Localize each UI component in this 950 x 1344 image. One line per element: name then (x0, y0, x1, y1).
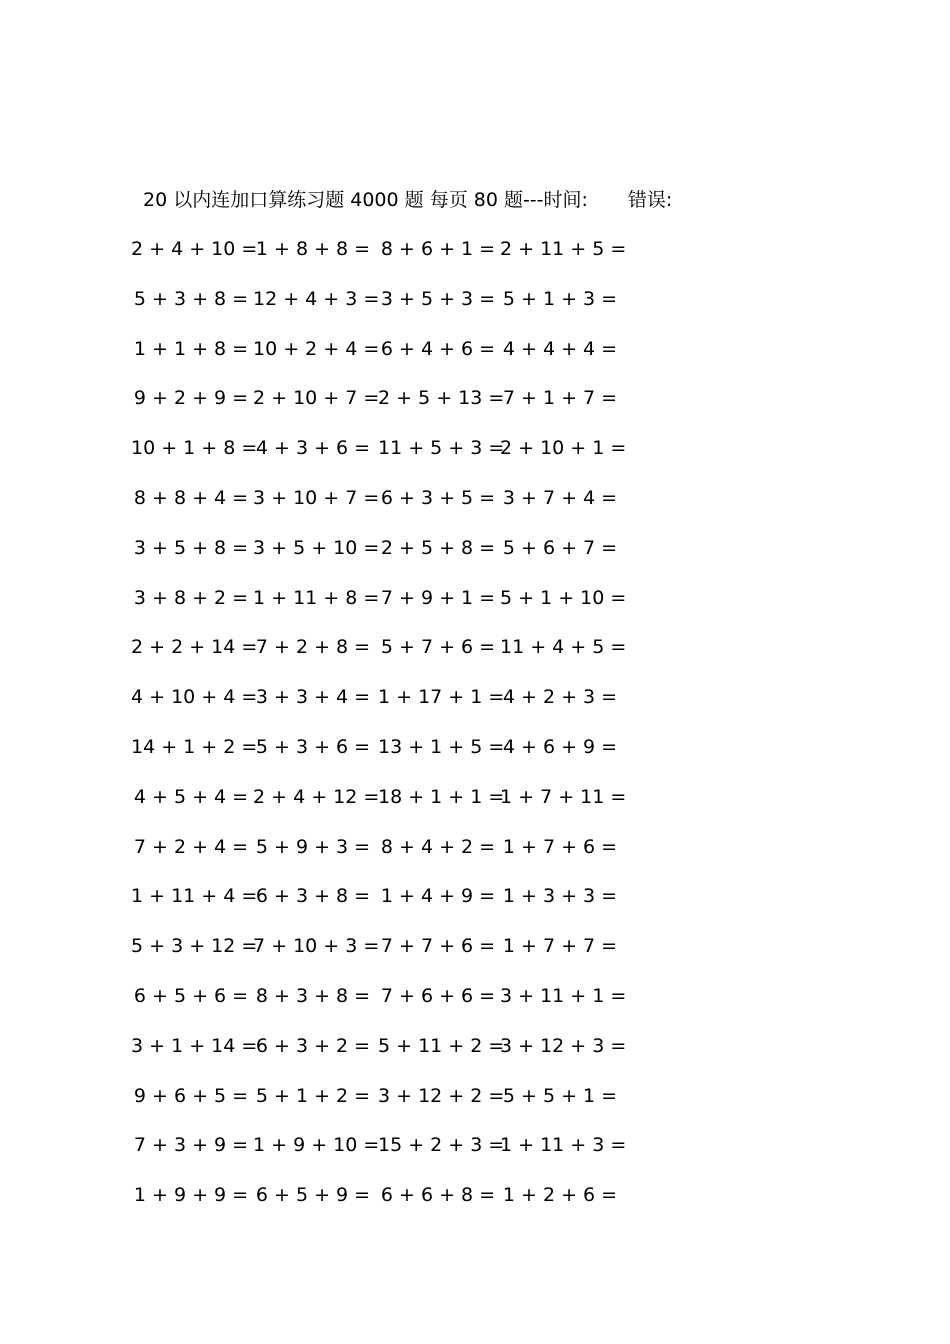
math-problem: 1 + 8 + 8 = (255, 238, 371, 260)
math-problem: 1 + 11 + 4 = (131, 885, 258, 907)
problem-row (0, 1081, 950, 1111)
problem-row (0, 682, 950, 712)
math-problem: 5 + 7 + 6 = (380, 636, 496, 658)
math-problem: 2 + 10 + 7 = (253, 387, 380, 409)
problem-row (0, 1180, 950, 1210)
math-problem: 8 + 3 + 8 = (255, 985, 371, 1007)
math-problem: 3 + 8 + 2 = (133, 587, 249, 609)
math-problem: 3 + 1 + 14 = (131, 1035, 258, 1057)
math-problem: 4 + 6 + 9 = (502, 736, 618, 758)
problem-row (0, 1130, 950, 1160)
math-problem: 1 + 4 + 9 = (380, 885, 496, 907)
math-problem: 11 + 5 + 3 = (378, 437, 505, 459)
math-problem: 6 + 3 + 5 = (380, 487, 496, 509)
math-problem: 9 + 2 + 9 = (133, 387, 249, 409)
math-problem: 8 + 6 + 1 = (380, 238, 496, 260)
math-problem: 2 + 4 + 10 = (131, 238, 258, 260)
math-problem: 7 + 7 + 6 = (380, 935, 496, 957)
math-problem: 1 + 17 + 1 = (378, 686, 505, 708)
errors-label: 错误: (627, 189, 673, 211)
math-problem: 8 + 8 + 4 = (133, 487, 249, 509)
math-problem: 7 + 9 + 1 = (380, 587, 496, 609)
math-problem: 1 + 3 + 3 = (502, 885, 618, 907)
math-problem: 5 + 9 + 3 = (255, 836, 371, 858)
title-main: 20 以内连加口算练习题 4000 题 每页 80 题---时间: (143, 189, 588, 211)
math-problem: 7 + 2 + 4 = (133, 836, 249, 858)
math-problem: 1 + 1 + 8 = (133, 338, 249, 360)
math-problem: 15 + 2 + 3 = (378, 1134, 505, 1156)
math-problem: 7 + 3 + 9 = (133, 1134, 249, 1156)
math-problem: 1 + 11 + 3 = (500, 1134, 627, 1156)
math-problem: 6 + 3 + 2 = (255, 1035, 371, 1057)
problem-row (0, 533, 950, 563)
math-problem: 2 + 4 + 12 = (253, 786, 380, 808)
math-problem: 6 + 5 + 9 = (255, 1184, 371, 1206)
problem-row (0, 433, 950, 463)
math-problem: 7 + 2 + 8 = (255, 636, 371, 658)
math-problem: 2 + 5 + 8 = (380, 537, 496, 559)
problem-row (0, 981, 950, 1011)
math-problem: 18 + 1 + 1 = (378, 786, 505, 808)
math-problem: 1 + 9 + 9 = (133, 1184, 249, 1206)
math-problem: 11 + 4 + 5 = (500, 636, 627, 658)
math-problem: 4 + 2 + 3 = (502, 686, 618, 708)
math-problem: 4 + 10 + 4 = (131, 686, 258, 708)
math-problem: 1 + 7 + 6 = (502, 836, 618, 858)
math-problem: 5 + 1 + 2 = (255, 1085, 371, 1107)
math-problem: 1 + 7 + 11 = (500, 786, 627, 808)
math-problem: 3 + 12 + 3 = (500, 1035, 627, 1057)
problem-row (0, 483, 950, 513)
problem-row (0, 284, 950, 314)
math-problem: 3 + 3 + 4 = (255, 686, 371, 708)
problem-row (0, 1031, 950, 1061)
math-problem: 3 + 5 + 8 = (133, 537, 249, 559)
math-problem: 4 + 3 + 6 = (255, 437, 371, 459)
math-problem: 5 + 11 + 2 = (378, 1035, 505, 1057)
math-problem: 14 + 1 + 2 = (131, 736, 258, 758)
math-problem: 3 + 12 + 2 = (378, 1085, 505, 1107)
math-problem: 6 + 4 + 6 = (380, 338, 496, 360)
math-problem: 9 + 6 + 5 = (133, 1085, 249, 1107)
math-problem: 5 + 3 + 6 = (255, 736, 371, 758)
math-problem: 1 + 9 + 10 = (253, 1134, 380, 1156)
math-problem: 2 + 2 + 14 = (131, 636, 258, 658)
math-problem: 6 + 3 + 8 = (255, 885, 371, 907)
math-problem: 7 + 1 + 7 = (502, 387, 618, 409)
problem-row (0, 383, 950, 413)
math-problem: 13 + 1 + 5 = (378, 736, 505, 758)
problem-row (0, 832, 950, 862)
math-problem: 4 + 5 + 4 = (133, 786, 249, 808)
problem-row (0, 234, 950, 264)
math-problem: 3 + 5 + 10 = (253, 537, 380, 559)
math-problem: 3 + 10 + 7 = (253, 487, 380, 509)
math-problem: 10 + 2 + 4 = (253, 338, 380, 360)
math-problem: 5 + 1 + 3 = (502, 288, 618, 310)
math-problem: 5 + 3 + 8 = (133, 288, 249, 310)
math-problem: 8 + 4 + 2 = (380, 836, 496, 858)
math-problem: 3 + 7 + 4 = (502, 487, 618, 509)
problem-row (0, 931, 950, 961)
math-problem: 7 + 6 + 6 = (380, 985, 496, 1007)
math-problem: 5 + 1 + 10 = (500, 587, 627, 609)
math-problem: 2 + 5 + 13 = (378, 387, 505, 409)
math-problem: 5 + 6 + 7 = (502, 537, 618, 559)
problem-row (0, 732, 950, 762)
math-problem: 10 + 1 + 8 = (131, 437, 258, 459)
problem-row (0, 881, 950, 911)
math-problem: 5 + 3 + 12 = (131, 935, 258, 957)
math-problem: 4 + 4 + 4 = (502, 338, 618, 360)
math-problem: 2 + 10 + 1 = (500, 437, 627, 459)
math-problem: 7 + 10 + 3 = (253, 935, 380, 957)
math-problem: 1 + 7 + 7 = (502, 935, 618, 957)
math-problem: 6 + 6 + 8 = (380, 1184, 496, 1206)
problem-row (0, 632, 950, 662)
problem-row (0, 334, 950, 364)
math-problem: 12 + 4 + 3 = (253, 288, 380, 310)
math-problem: 2 + 11 + 5 = (500, 238, 627, 260)
math-problem: 5 + 5 + 1 = (502, 1085, 618, 1107)
problem-row (0, 583, 950, 613)
math-problem: 1 + 11 + 8 = (253, 587, 380, 609)
math-problem: 3 + 11 + 1 = (500, 985, 627, 1007)
math-problem: 1 + 2 + 6 = (502, 1184, 618, 1206)
math-problem: 3 + 5 + 3 = (380, 288, 496, 310)
math-problem: 6 + 5 + 6 = (133, 985, 249, 1007)
problem-row (0, 782, 950, 812)
